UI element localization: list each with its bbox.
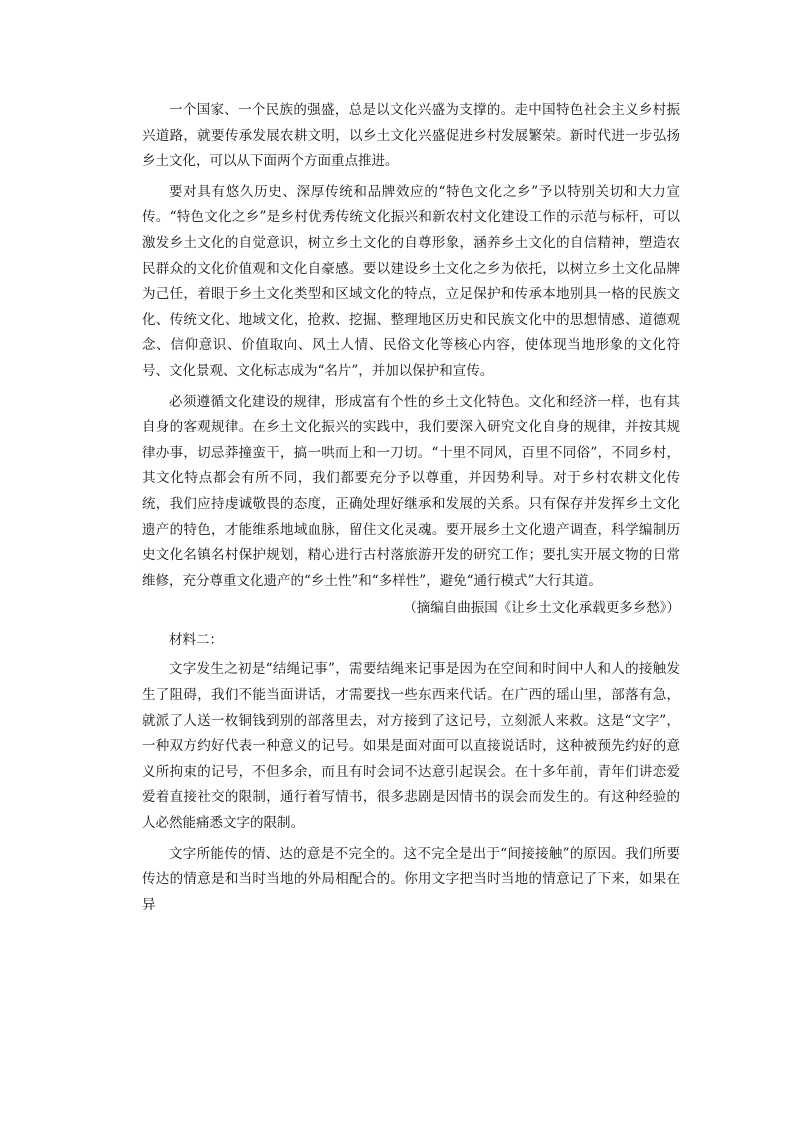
material2-paragraph-1: 文字发生之初是“结绳记事”，需要结绳来记事是因为在空间和时间中人和人的接触发生了阻碍，我们不能当面讲话，才需要找一些东西来代话。在广西的瑶山里，部落有急，就派了人送一枚铜钱到别的部落里去，对方接到了这记号，立刻派人来救。这是“文字”，一种双方约好代表一种意义的记号。如果是面对面可以直接说话时，这种被预先约好的意义所拘束的记号，不但多余，而且有时会词不达意引起误会。在十多年前，青年们讲恋爱爱着直接社交的限制，通行着写情书，很多悲剧是因情书的误会而发生的。有这种经验的人必然能痛悉文字的限制。 bbox=[142, 661, 680, 832]
document-page bbox=[142, 98, 680, 918]
material1-source-citation: （摘编自曲振国《让乡土文化承载更多乡愁》） bbox=[403, 600, 680, 617]
material2-paragraph-2: 文字所能传的情、达的意是不完全的。这不完全是出于“间接接触”的原因。我们所要传达的情意是和当时当地的外局相配合的。你用文字把当时当地的情意记了下来，如果在异 bbox=[142, 845, 680, 913]
material1-paragraph-1: 一个国家、一个民族的强盛，总是以文化兴盛为支撑的。走中国特色社会主义乡村振兴道路，就要传承发展农耕文明，以乡土文化兴盛促进乡村发展繁荣。新时代进一步弘扬乡土文化，可以从下面两个方面重点推进。 bbox=[142, 102, 680, 170]
material1-paragraph-2: 要对具有悠久历史、深厚传统和品牌效应的“特色文化之乡”予以特别关切和大力宣传。“特色文化之乡”是乡村优秀传统文化振兴和新农村文化建设工作的示范与标杆，可以激发乡土文化的自觉意识，树立乡土文化的自尊形象，涵养乡土文化的自信精神，塑造农民群众的文化价值观和文化自豪感。要以建设乡土文化之乡为依托，以树立乡土文化品牌为己任，着眼于乡土文化类型和区域文化的特点，立足保护和传承本地别具一格的民族文化、传统文化、地域文化，抢救、挖掘、整理地区历史和民族文化中的思想情感、道德观念、信仰意识、价值取向、风土人情、民俗文化等核心内容，使体现当地形象的文化符号、文化景观、文化标志成为“名片”，并加以保护和宣传。 bbox=[142, 183, 680, 379]
material2-label: 材料二： bbox=[169, 631, 223, 648]
material1-paragraph-3: 必须遵循文化建设的规律，形成富有个性的乡土文化特色。文化和经济一样，也有其自身的客观规律。在乡土文化振兴的实践中，我们要深入研究文化自身的规律，并按其规律办事，切忌莽撞蛮干，搞一哄而上和一刀切。“十里不同风，百里不同俗”，不同乡村，其文化特点都会有所不同，我们都要充分予以尊重，并因势利导。对于乡村农耕文化传统，我们应持虔诚敬畏的态度，正确处理好继承和发展的关系。只有保存并发挥乡土文化遗产的特色，才能维系地域血脉，留住文化灵魂。要开展乡土文化遗产调查，科学编制历史文化名镇名村保护规划，精心进行古村落旅游开发的研究工作；要扎实开展文物的日常维修，充分尊重文化遗产的“乡土性”和“多样性”，避免“通行模式”大行其道。 bbox=[142, 393, 680, 589]
